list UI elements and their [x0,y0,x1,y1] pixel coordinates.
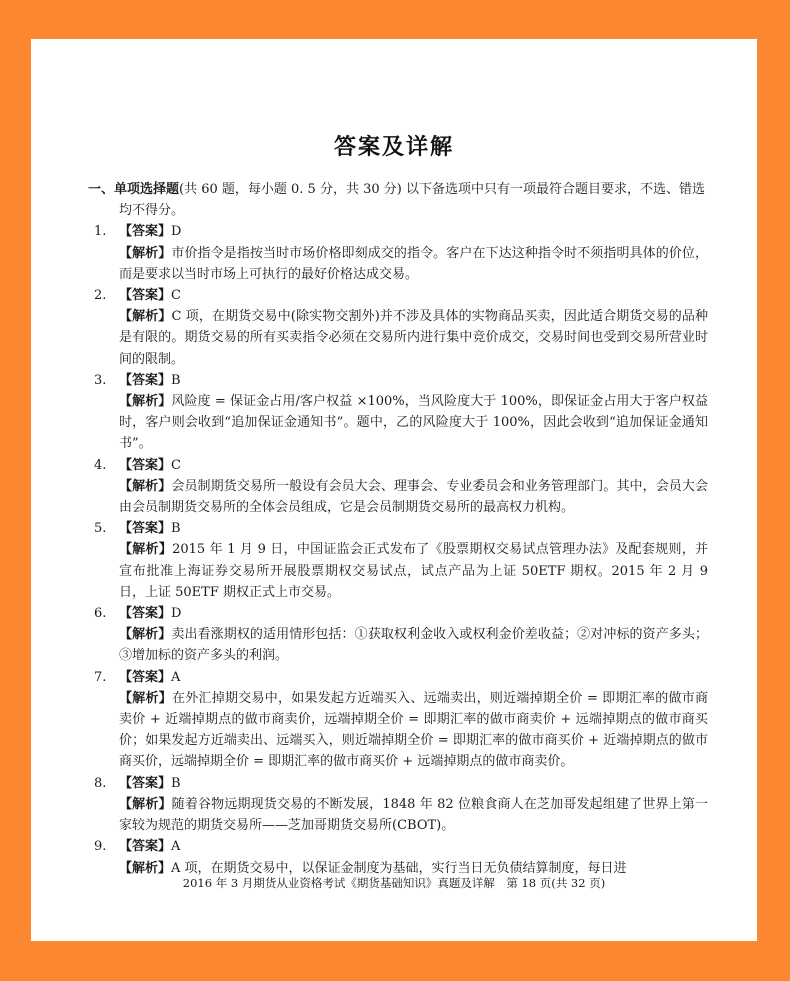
explanation-text: A 项，在期货交易中，以保证金制度为基础，实行当日无负债结算制度，每日进 [171,860,627,876]
explanation-text: 在外汇掉期交易中，如果发起方近端买入、远端卖出，则近端掉期全价 = 即期汇率的做市商卖价 + 近端掉期点的做市商卖价，远端掉期全价 = 即期汇率的做市商卖价 + 远端掉期点的做市商买价；如果发起方近端卖出、远端买入，则近端掉期全价 = 即期汇率的做市商买价 + 近端掉期点的做市商买价，远端掉期全价 = 即期汇率的做市商买价 + 远端掉期点的做市商卖价。 [119,690,708,770]
answer-line [88,370,708,391]
answer-item [88,603,708,667]
answer-item [88,221,708,285]
item-number: 4. [94,457,107,473]
section-heading [88,179,708,221]
answer-item [88,667,708,773]
answer-label: 【答案】 [119,669,172,685]
answer-value: A [171,839,181,855]
explanation-label: 【解析】 [119,690,172,706]
answer-value: D [171,224,182,240]
answer-line [88,773,708,794]
item-number: 8. [94,775,107,791]
explanation-text: 2015 年 1 月 9 日，中国证监会正式发布了《股票期权交易试点管理办法》及配套规则，并宣布批准上海证券交易所开展股票期权交易试点，试点产品为上证 50ETF 期权。2015 年 2 月 9 日，上证 50ETF 期权正式上市交易。 [119,542,708,600]
item-number: 5. [94,521,107,537]
answer-line [88,285,708,306]
answer-label: 【答案】 [119,839,172,855]
answer-label: 【答案】 [119,457,172,473]
explanation-text: 会员制期货交易所一般设有会员大会、理事会、专业委员会和业务管理部门。其中，会员大会由会员制期货交易所的全体会员组成，它是会员制期货交易所的最高权力机构。 [119,478,708,516]
explanation-text: 风险度 = 保证金占用/客户权益 ×100%，当风险度大于 100%，即保证金占用大于客户权益时，客户则会收到“追加保证金通知书”。题中，乙的风险度大于 100%，因此会收到“追加保证金通知书”。 [119,394,708,452]
answer-line [88,836,708,857]
explanation-label: 【解析】 [119,394,172,410]
answer-value: C [171,288,181,304]
answer-item [88,285,708,370]
answer-list [88,221,708,878]
explanation [88,624,708,666]
answer-label: 【答案】 [119,288,172,304]
answer-label: 【答案】 [119,606,172,622]
answer-line [88,603,708,624]
answer-label: 【答案】 [119,775,172,791]
answer-line [88,221,708,242]
item-number: 6. [94,606,107,622]
explanation-text: 卖出看涨期权的适用情形包括：①获取权利金收入或权利金价差收益；②对冲标的资产多头；③增加标的资产多头的利润。 [119,627,708,664]
answer-value: B [171,521,181,537]
item-number: 7. [94,669,107,685]
answer-line [88,455,708,476]
explanation-text: 随着谷物远期现货交易的不断发展，1848 年 82 位粮食商人在芝加哥发起组建了世界上第一家较为规范的期货交易所——芝加哥期货交易所(CBOT)。 [119,796,708,834]
answer-item [88,836,708,878]
section-title: 一、单项选择题 [88,182,180,197]
answer-content [88,179,708,879]
answer-item [88,773,708,837]
explanation [88,476,708,518]
answer-item [88,370,708,455]
explanation-label: 【解析】 [119,542,173,558]
item-number: 2. [94,288,107,304]
explanation-label: 【解析】 [119,309,172,325]
explanation [88,391,708,455]
answer-label: 【答案】 [119,521,172,537]
answer-label: 【答案】 [119,224,172,240]
page-title: 答案及详解 [333,134,454,160]
answer-value: B [171,372,181,388]
page-footer: 2016 年 3 月期货从业资格考试《期货基础知识》真题及详解 第 18 页(共 32 页) [182,876,606,890]
answer-item [88,455,708,519]
item-number: 1. [94,224,107,240]
answer-line [88,667,708,688]
explanation [88,306,708,370]
explanation [88,539,708,603]
explanation-label: 【解析】 [119,245,172,261]
explanation [88,794,708,836]
section-description: (共 60 题，每小题 0. 5 分，共 30 分) 以下备选项中只有一项最符合题目要求，不选、错选均不得分。 [119,182,705,219]
answer-value: C [171,457,181,473]
explanation [88,243,708,285]
explanation-label: 【解析】 [119,860,172,876]
document-page [31,39,757,941]
answer-value: B [171,775,181,791]
answer-label: 【答案】 [119,372,172,388]
item-number: 3. [94,372,107,388]
explanation-text: 市价指令是指按当时市场价格即刻成交的指令。客户在下达这种指令时不须指明具体的价位，而是要求以当时市场上可执行的最好价格达成交易。 [119,245,708,282]
answer-item [88,518,708,603]
explanation-label: 【解析】 [119,796,172,812]
answer-line [88,518,708,539]
explanation [88,688,708,773]
item-number: 9. [94,839,107,855]
answer-value: D [171,606,182,622]
answer-value: A [171,669,181,685]
explanation-text: C 项，在期货交易中(除实物交割外)并不涉及具体的实物商品买卖，因此适合期货交易的品种是有限的。期货交易的所有买卖指令必须在交易所内进行集中竞价成交，交易时间也受到交易所营业时间的限制。 [119,309,708,367]
explanation-label: 【解析】 [119,478,172,494]
explanation-label: 【解析】 [119,627,172,643]
